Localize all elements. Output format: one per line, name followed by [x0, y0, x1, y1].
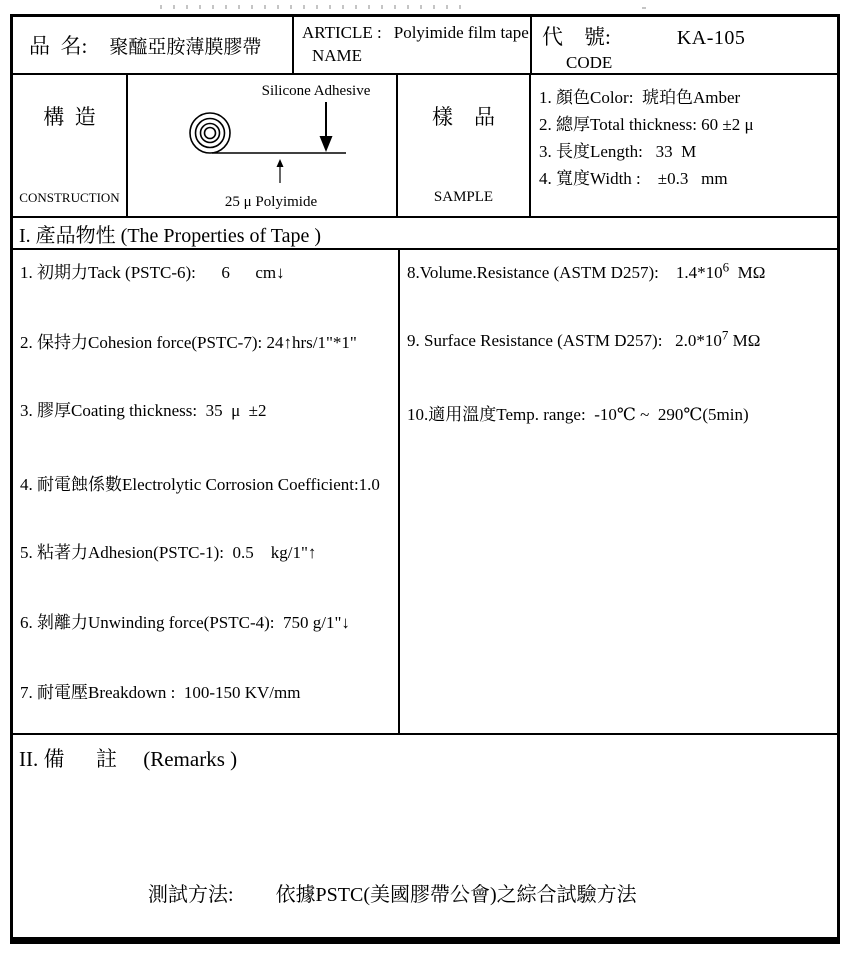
properties-row: [13, 250, 837, 735]
code-label: 代 號:: [542, 25, 611, 49]
product-name-cell: [13, 17, 294, 73]
tape-roll-core: [205, 128, 216, 139]
property-unit: MΩ: [729, 263, 766, 282]
property-text: 9. Surface Resistance (ASTM D257): 2.0*10: [407, 331, 722, 350]
article-cell: [294, 17, 532, 73]
property-coating: 3. 膠厚Coating thickness: 35 μ ±2: [20, 401, 267, 420]
code-line: [542, 21, 837, 51]
property-unit: MΩ: [728, 331, 761, 350]
up-arrow-head: [277, 159, 284, 167]
property-adhesion: 5. 粘著力Adhesion(PSTC-1): 0.5 kg/1"↑: [20, 543, 317, 562]
section1-title: I. 產品物性 (The Properties of Tape ): [19, 224, 322, 247]
name-label: NAME: [312, 46, 363, 65]
property-surface-resistance: [407, 327, 833, 352]
adhesive-label: Silicone Adhesive: [261, 83, 371, 99]
property-text: 10.適用溫度Temp. range: -10℃ ~ 290℃(5min): [407, 405, 749, 424]
property-breakdown: 7. 耐電壓Breakdown : 100-150 KV/mm: [20, 683, 301, 702]
code-label-en: CODE: [566, 53, 613, 72]
construction-diagram-cell: [128, 75, 398, 216]
spec-sheet-table: [10, 14, 840, 944]
property-volume-resistance: [407, 259, 833, 284]
code-cell: [532, 17, 837, 73]
sample-spec-width: 4. 寬度Width : ±0.3 mm: [539, 169, 728, 188]
sample-spec-length: 3. 長度Length: 33 M: [539, 142, 697, 161]
sample-specs-cell: [531, 75, 837, 216]
sample-label-cell: [398, 75, 531, 216]
properties-right-column: [400, 250, 837, 733]
property-text: 8.Volume.Resistance (ASTM D257): 1.4*10: [407, 263, 723, 282]
scan-artifact: [160, 5, 470, 9]
section2-title: II. 備 註 (Remarks ): [19, 747, 238, 771]
article-value: Polyimide film tape: [393, 23, 529, 42]
tape-construction-diagram: [128, 75, 396, 216]
sample-label-zh: 樣 品: [432, 105, 495, 129]
sample-spec-color: 1. 顏色Color: 琥珀色Amber: [539, 88, 741, 107]
product-name-label: 品 名:: [29, 34, 88, 58]
construction-label-cell: [13, 75, 128, 216]
article-line: [302, 23, 530, 43]
section1-header: [13, 218, 837, 250]
remarks-section: [13, 735, 837, 937]
exponent: 6: [722, 259, 730, 275]
properties-left-column: [13, 250, 400, 733]
test-method-line: [118, 855, 637, 930]
test-method-label: 測試方法:: [148, 884, 234, 906]
exponent: 7: [721, 327, 729, 343]
article-label: ARTICLE :: [302, 23, 382, 42]
construction-label-zh: 構 造: [43, 105, 96, 129]
construction-row: [13, 75, 837, 218]
test-method-value: 依據PSTC(美國膠帶公會)之綜合試驗方法: [275, 884, 637, 906]
tape-roll-ring: [201, 124, 220, 143]
sample-spec-thickness: 2. 總厚Total thickness: 60 ±2 μ: [539, 115, 754, 134]
sample-label-en: SAMPLE: [433, 189, 494, 205]
down-arrow-head: [320, 136, 333, 152]
property-tack: 1. 初期力Tack (PSTC-6): 6 cm↓: [20, 263, 285, 282]
property-electrolytic: 4. 耐電蝕係數Electrolytic Corrosion Coefficient:1.0: [20, 475, 380, 494]
polyimide-label: 25 μ Polyimide: [224, 194, 318, 210]
product-name-value: 聚醯亞胺薄膜膠帶: [109, 36, 262, 58]
property-cohesion: 2. 保持力Cohesion force(PSTC-7): 24↑hrs/1"*1": [20, 333, 357, 352]
construction-label-en: CONSTRUCTION: [19, 190, 120, 205]
code-value: KA-105: [676, 27, 746, 49]
scan-artifact-dot: [642, 7, 646, 9]
header-row: [13, 17, 837, 75]
property-unwinding: 6. 剝離力Unwinding force(PSTC-4): 750 g/1"↓: [20, 613, 350, 632]
property-temp-range: [407, 404, 833, 426]
